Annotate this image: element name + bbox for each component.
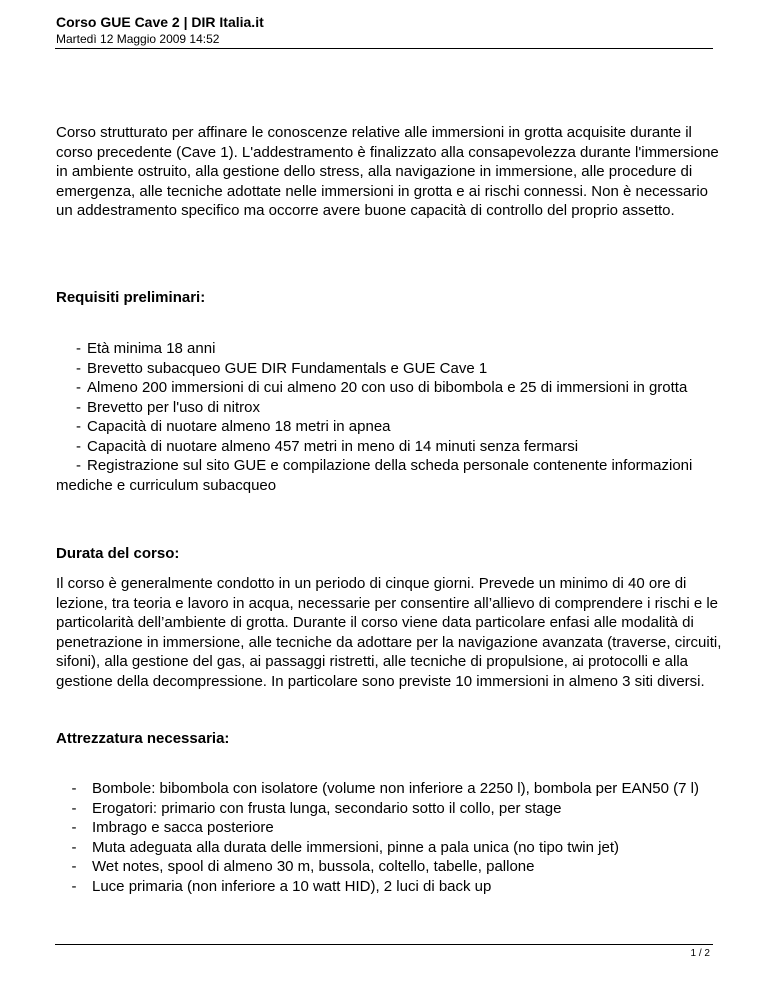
requisiti-heading: Requisiti preliminari: [56,289,206,306]
footer-divider [55,944,713,945]
list-item: - Età minima 18 anni [76,340,216,357]
list-item: - Capacità di nuotare almeno 457 metri in meno di 14 minuti senza fermarsi [76,437,579,455]
durata-heading: Durata del corso: [56,545,180,562]
list-item: - Almeno 200 immersioni di cui almeno 20 con uso di bibombola e 25 di immersioni in grotta [76,379,688,396]
list-item: - Muta adeguata alla durata delle immersioni, pinne a pala unica (no tipo twin jet) [71,838,619,856]
page-header-date: Martedì 12 Maggio 2009 14:52 [56,32,220,46]
durata-paragraph: Il corso è generalmente condotto in un periodo di cinque giorni. Prevede un minimo di 40 ore di lezione, tra teoria e lavoro in acqua, necessarie per consentire all’allievo di comprendere i rischi e le particolarità dell’ambiente di grotta. Durante il corso viene data particolare enfasi alle modalità di penetrazione in immersione, alle tecniche da adottare per la navigazione avanzata (traverse, circuiti, sifoni), alla gestione del gas, ai passaggi ristretti, alle tecniche di propulsione, ai protocolli e alla gestione della decompressione. In particolare sono previste 10 immersioni in almeno 3 siti diversi. [56,575,722,690]
requisiti-list [56,339,726,495]
list-item: - Wet notes, spool di almeno 30 m, bussola, coltello, tabelle, pallone [71,858,535,875]
list-item: - Luce primaria (non inferiore a 10 watt HID), 2 luci di back up [71,877,492,895]
list-item: - Registrazione sul sito GUE e compilazione della scheda personale contenente informazioni mediche e curriculum subacqueo [56,457,693,494]
list-item: - Imbrago e sacca posteriore [71,819,274,836]
page-number: 1 / 2 [690,948,710,959]
header-divider [55,48,713,49]
list-item: - Brevetto per l'uso di nitrox [76,398,260,416]
list-item: - Bombole: bibombola con isolatore (volume non inferiore a 2250 l), bombola per EAN50 (7 l) [71,780,699,797]
attrezzatura-heading: Attrezzatura necessaria: [56,730,230,747]
list-item: - Capacità di nuotare almeno 18 metri in apnea [76,418,391,435]
page-header-title: Corso GUE Cave 2 | DIR Italia.it [56,14,264,30]
list-item: - Erogatori: primario con frusta lunga, secondario sotto il collo, per stage [71,799,562,817]
intro-paragraph: Corso strutturato per affinare le conoscenze relative alle immersioni in grotta acquisite durante il corso precedente (Cave 1). L'addestramento è finalizzato alla consapevolezza durante l'immersione in ambiente ostruito, alla gestione dello stress, alla navigazione in immersione, alle procedure di emergenza, alle tecniche adottate nelle immersioni in grotta e ai rischi connessi. Non è necessario un addestramento specifico ma occorre avere buone capacità di controllo del proprio assetto. [56,124,719,219]
attrezzatura-list [56,779,726,896]
list-item: - Brevetto subacqueo GUE DIR Fundamentals e GUE Cave 1 [76,359,488,377]
